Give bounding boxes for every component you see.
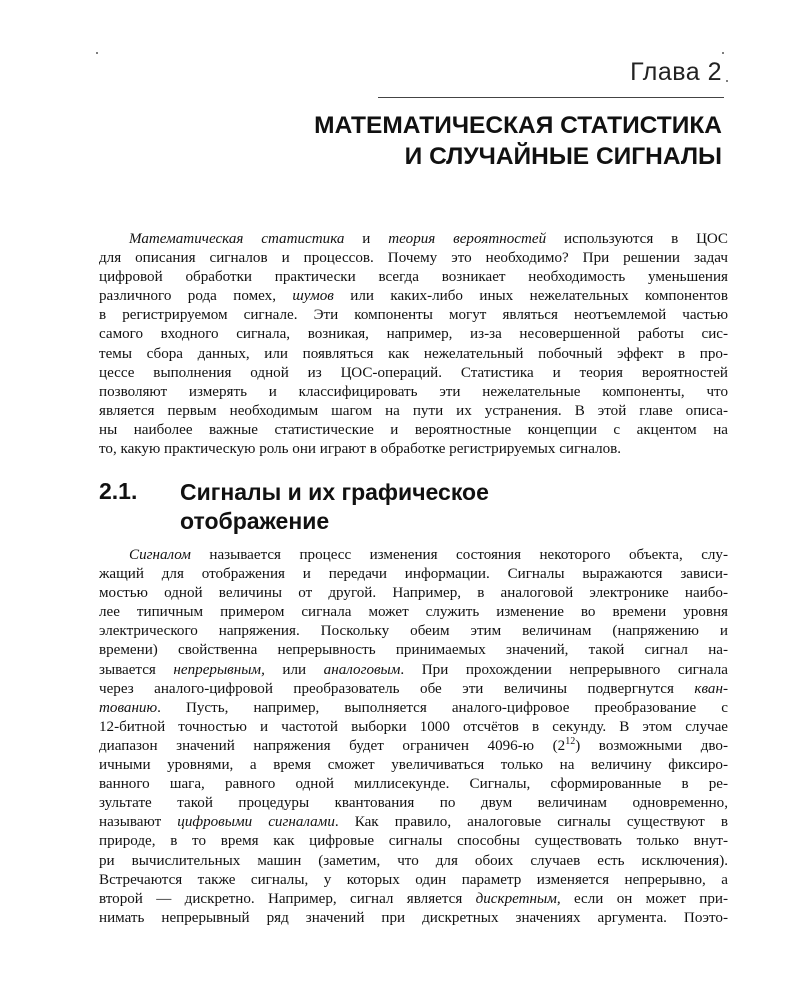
term-italic: шумов <box>292 288 334 305</box>
paragraph-line: жащий для отображения и передачи информации. Сигналы выражаются зависи- <box>99 566 728 583</box>
paragraph-line: Встречаются также сигналы, у которых один параметр изменяется непрерывно, а <box>99 871 728 888</box>
section-number: 2.1. <box>99 478 138 504</box>
text-run: , если он может при- <box>556 890 728 907</box>
chapter-rule <box>378 97 724 98</box>
paragraph-line <box>99 230 728 249</box>
text-run: через аналого-цифровой преобразователь обе эти величины подвергнутся <box>99 680 695 697</box>
paragraph-line: лее типичным примером сигнала может служить изменение во времени уровня <box>99 604 728 621</box>
paragraph-line: то, какую практическую роль они играют в обработке регистрируемых сигналов. <box>99 441 622 458</box>
text-run: и <box>344 231 389 247</box>
term-italic: Сигналом <box>129 547 191 563</box>
paragraph-line: является первым необходимым шагом на пути их устранения. В этой главе описа- <box>99 402 728 419</box>
intro-paragraph <box>99 230 728 459</box>
term-italic: Математическая статистика <box>129 231 345 247</box>
term-italic: непрерывным, <box>173 661 265 678</box>
corner-mark <box>726 80 728 82</box>
term-italic: аналоговым <box>323 661 401 678</box>
text-run: называют <box>99 814 178 831</box>
paragraph-line: нимать непрерывный ряд значений при дискретных значениях аргумента. Поэто- <box>99 909 728 926</box>
paragraph-line: зультате такой процедуры квантования по двум величинам одновременно, <box>99 795 728 812</box>
text-run: называется процесс изменения состояния некоторого объекта, слу- <box>190 547 728 563</box>
text-run: используются в ЦОС <box>546 231 729 247</box>
paragraph-line: цессе выполнения одной из ЦОС-операций. Статистика и теория вероятностей <box>99 364 728 381</box>
chapter-title-line: И СЛУЧАЙНЫЕ СИГНАЛЫ <box>404 143 722 170</box>
text-run: или <box>264 661 324 678</box>
corner-mark <box>722 52 724 54</box>
paragraph-line: ны наиболее важные статистические и вероятностные концепции с акцентом на <box>99 421 728 438</box>
text-run: . При прохождении непрерывного сигнала <box>400 661 728 678</box>
text-run: зывается <box>99 661 174 678</box>
text-run: . Пусть, например, выполняется аналого-цифровое преобразование с <box>157 699 728 716</box>
text-run: ) возможными дво- <box>575 737 728 754</box>
paragraph-line: времени) свойственна непрерывность принимаемых значений, такой сигнал на- <box>99 642 728 659</box>
paragraph-line <box>99 737 728 756</box>
term-italic: дискретным <box>475 890 557 907</box>
term-italic: кван- <box>694 680 728 697</box>
paragraph-line <box>99 680 728 699</box>
section-title-line: отображение <box>180 508 330 534</box>
text-run: или каких-либо иных нежелательных компонентов <box>333 288 728 305</box>
paragraph-line: самого входного сигнала, возникая, например, из-за несовершенной работы сис- <box>99 326 728 343</box>
text-run: . Как правило, аналоговые сигналы существуют в <box>334 814 728 831</box>
paragraph-line <box>99 813 728 832</box>
paragraph-line: в регистрируемом сигнале. Эти компоненты могут являться неотъемлемой частью <box>99 307 728 324</box>
term-italic: теория вероятностей <box>388 231 547 247</box>
chapter-title-line: МАТЕМАТИЧЕСКАЯ СТАТИСТИКА <box>314 112 722 139</box>
paragraph-line <box>99 699 728 718</box>
section-title-line: Сигналы и их графическое <box>180 479 489 505</box>
chapter-title <box>314 110 722 172</box>
text-run: второй — дискретно. Например, сигнал является <box>99 890 476 907</box>
paragraph-line: природе, в то время как цифровые сигналы способны существовать только внут- <box>99 833 728 850</box>
chapter-label: Глава 2 <box>630 58 722 86</box>
section-title <box>180 478 489 536</box>
paragraph-line: 12-битной точностью и частотой выборки 1000 отсчётов в секунду. В этом случае <box>99 718 728 735</box>
paragraph-line <box>99 890 728 909</box>
paragraph-line: ичными уровнями, а время сможет увеличиваться только на величину фиксиро- <box>99 757 728 774</box>
paragraph-line <box>99 546 728 565</box>
corner-mark <box>96 52 98 54</box>
paragraph-line <box>99 661 728 680</box>
text-run: диапазон значений напряжения будет ограничен 4096-ю (2 <box>99 737 566 754</box>
paragraph-line <box>99 287 728 306</box>
paragraph-line: позволяют измерять и классифицировать эти нежелательные компоненты, что <box>99 383 728 400</box>
paragraph-line: для описания сигналов и процессов. Почему это необходимо? При решении задач <box>99 250 728 267</box>
paragraph-line: мостью одной величины от другой. Например, в аналоговой электронике наибо- <box>99 585 728 602</box>
paragraph-line: электрического напряжения. Поскольку обеим этим величинам (напряжению и <box>99 623 728 640</box>
superscript: 12 <box>565 735 576 747</box>
paragraph-line: темы сбора данных, или появляться как нежелательный побочный эффект в про- <box>99 345 728 362</box>
paragraph-line: ри вычислительных машин (заметим, что для обоих случаев есть исключения). <box>99 852 728 869</box>
term-italic: тованию <box>99 699 158 716</box>
body-paragraph <box>99 546 728 928</box>
paragraph-line: ванного шага, равного одной миллисекунде. Сигналы, сформированные в ре- <box>99 776 728 793</box>
text-run: различного рода помех, <box>99 288 293 305</box>
term-italic: цифровыми сигналами <box>177 814 335 831</box>
paragraph-line: цифровой обработки практически всегда возникает необходимость уменьшения <box>99 269 728 286</box>
